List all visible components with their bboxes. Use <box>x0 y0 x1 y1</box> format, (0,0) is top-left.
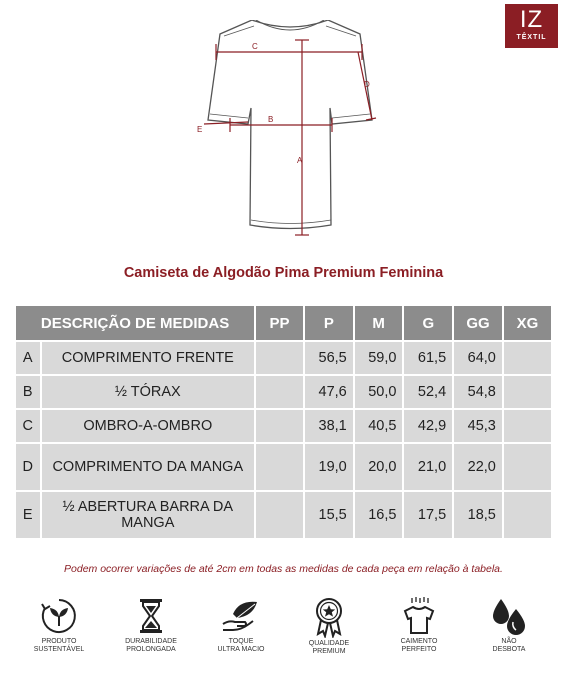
label-2: SUSTENTÁVEL <box>33 646 85 653</box>
size-value: 18,5 <box>454 492 502 538</box>
diagram-label-e: E <box>197 125 203 134</box>
feature-soft-touch <box>200 596 282 654</box>
size-value <box>256 342 303 374</box>
size-value: 17,5 <box>404 492 452 538</box>
perfect-fit-icon <box>399 596 439 636</box>
size-value: 22,0 <box>454 444 502 490</box>
no-fade-icon <box>489 596 529 636</box>
label-1: CAIMENTO <box>400 638 438 645</box>
label-1: PRODUTO <box>41 638 77 645</box>
diagram-label-b: B <box>268 115 274 124</box>
header-p: P <box>305 306 353 340</box>
header-pp: PP <box>256 306 303 340</box>
label-2: DESBOTA <box>492 646 526 653</box>
size-value: 56,5 <box>305 342 353 374</box>
size-value <box>504 376 551 408</box>
size-value <box>256 444 303 490</box>
table-row <box>16 444 551 490</box>
size-value: 38,1 <box>305 410 353 442</box>
header-g: G <box>404 306 452 340</box>
size-value: 64,0 <box>454 342 502 374</box>
feature-sustainable <box>18 596 100 654</box>
size-value <box>504 410 551 442</box>
size-value <box>256 410 303 442</box>
diagram-label-c: C <box>252 42 258 51</box>
brand-sub: TÊXTIL <box>516 34 547 41</box>
brand-logo <box>505 4 558 48</box>
row-description: COMPRIMENTO FRENTE <box>42 342 255 374</box>
size-value: 40,5 <box>355 410 403 442</box>
size-value: 42,9 <box>404 410 452 442</box>
size-value: 47,6 <box>305 376 353 408</box>
header-gg: GG <box>454 306 502 340</box>
header-xg: XG <box>504 306 551 340</box>
table-header-row <box>16 306 551 340</box>
size-value: 54,8 <box>454 376 502 408</box>
label-2: PROLONGADA <box>126 646 176 653</box>
product-title: Camiseta de Algodão Pima Premium Feminina <box>123 265 444 281</box>
feature-fit <box>378 596 460 654</box>
label-1: TOQUE <box>228 638 254 645</box>
table-row <box>16 376 551 408</box>
table-row <box>16 410 551 442</box>
table-row <box>16 342 551 374</box>
label-2: PREMIUM <box>312 648 346 655</box>
label-2: ULTRA MACIO <box>217 646 265 653</box>
size-value: 15,5 <box>305 492 353 538</box>
row-description: COMPRIMENTO DA MANGA <box>42 444 255 490</box>
variation-note: Podem ocorrer variações de até 2cm em todas as medidas de cada peça em relação à tabela. <box>64 563 503 575</box>
diagram-label-a: A <box>297 156 303 165</box>
size-value <box>256 376 303 408</box>
feature-durability <box>110 596 192 654</box>
header-description: DESCRIÇÃO DE MEDIDAS <box>16 306 254 340</box>
size-value: 19,0 <box>305 444 353 490</box>
row-letter: B <box>16 376 40 408</box>
tshirt-measurement-diagram <box>190 20 390 250</box>
sustainable-icon <box>39 596 79 636</box>
label-1: NÃO <box>501 638 517 645</box>
size-value: 59,0 <box>355 342 403 374</box>
size-value <box>504 492 551 538</box>
header-m: M <box>355 306 403 340</box>
size-table <box>14 304 553 540</box>
row-letter: C <box>16 410 40 442</box>
diagram-label-d: D <box>364 80 370 89</box>
size-value: 61,5 <box>404 342 452 374</box>
label-1: QUALIDADE <box>308 640 350 647</box>
size-value: 45,3 <box>454 410 502 442</box>
row-letter: E <box>16 492 40 538</box>
size-value: 52,4 <box>404 376 452 408</box>
feature-no-fade <box>468 596 550 654</box>
row-description: OMBRO-A-OMBRO <box>42 410 255 442</box>
premium-medal-icon <box>309 596 349 638</box>
row-description: ½ TÓRAX <box>42 376 255 408</box>
table-row <box>16 492 551 538</box>
size-value <box>504 342 551 374</box>
size-value: 50,0 <box>355 376 403 408</box>
label-1: DURABILIDADE <box>125 638 177 645</box>
hourglass-icon <box>131 596 171 636</box>
row-letter: A <box>16 342 40 374</box>
size-value: 16,5 <box>355 492 403 538</box>
brand-name: IZ <box>519 6 544 33</box>
label-2: PERFEITO <box>401 646 437 653</box>
size-value: 21,0 <box>404 444 452 490</box>
size-value: 20,0 <box>355 444 403 490</box>
row-letter: D <box>16 444 40 490</box>
row-description: ½ ABERTURA BARRA DA MANGA <box>42 492 255 538</box>
feature-premium <box>288 596 370 656</box>
features-row <box>10 596 557 676</box>
size-value <box>256 492 303 538</box>
soft-touch-icon <box>219 596 263 636</box>
size-value <box>504 444 551 490</box>
